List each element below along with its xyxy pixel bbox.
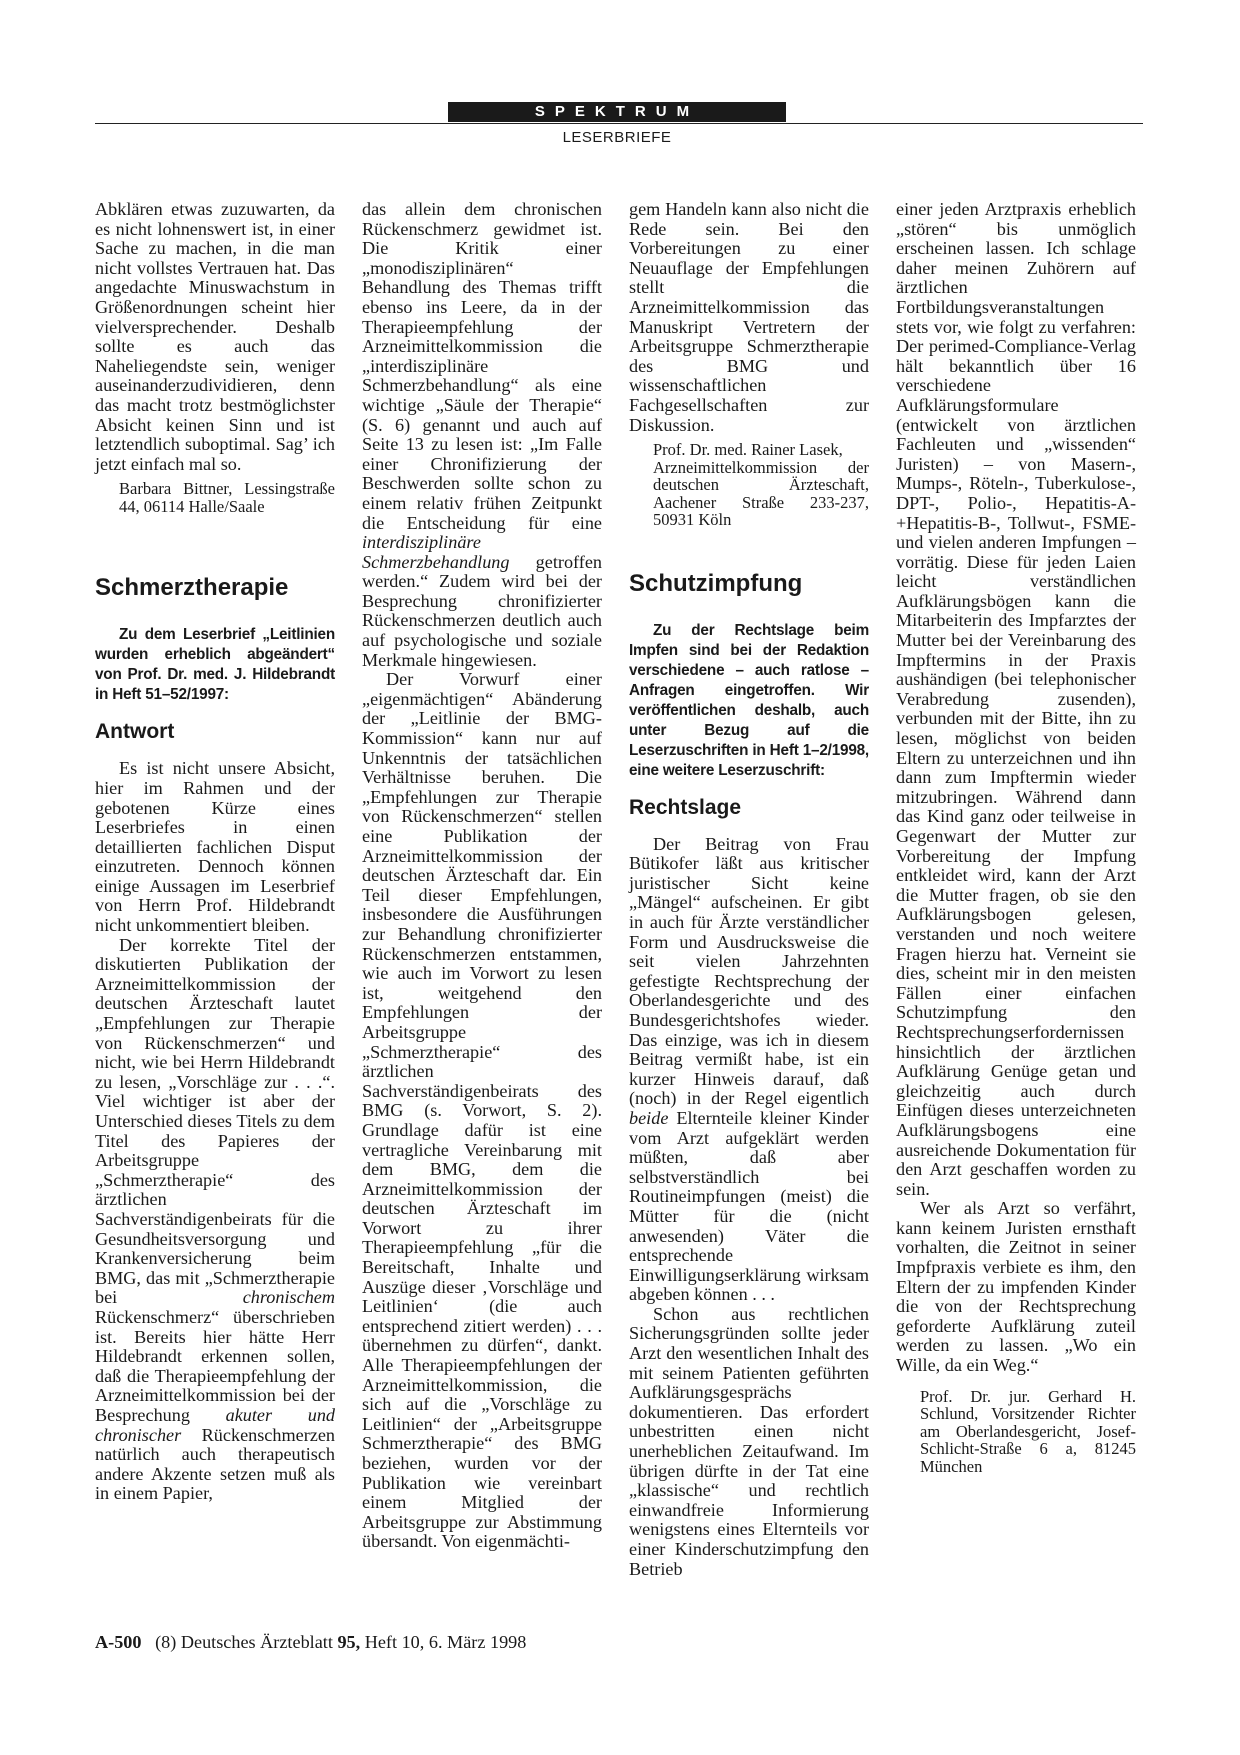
heading-schmerztherapie: Schmerztherapie xyxy=(95,574,289,602)
letter-continuation-text: Abklären etwas zuzuwarten, da es nicht lohnenswert ist, in einer Sache zu machen, in die man nicht vollstes Vertrauen hat. Das angedachte Minuswachstum in Größenordnungen scheint hier vielversprechender. Deshalb sollte es auch das Naheliegendste sein, weniger auseinanderzudividieren, denn das macht trotz bestmöglichster Absicht keinen Sinn und ist letztendlich suboptimal. Sag’ ich jetzt einfach mal so. xyxy=(95,199,335,474)
journal-volume: 95, xyxy=(337,1632,361,1652)
body-paragraph: Wer als Arzt so verfährt, kann keinem Juristen ernsthaft vorhalten, die Zeitnot in seiner Impfpraxis verbiete es ihm, den Eltern der zu impfenden Kinder die von der Rechtsprechung geforderte Aufklärung zuteil werden zu lassen. „Wo ein Wille, da ein Weg.“ xyxy=(896,1198,1136,1376)
column-1 xyxy=(95,200,335,1504)
signature-line: Arzneimittelkommission der deutschen Ärzteschaft, Aachener Straße 233-237, 50931 Köln xyxy=(653,457,869,530)
signature-line: Barbara Bittner, Lessingstraße 44, 06114 Halle/Saale xyxy=(119,479,335,516)
body-paragraph: gem Handeln kann also nicht die Rede sein. Bei den Vorbereitungen zu einer Neuauflage der Empfehlungen stellt die Arzneimittelkommission das Manuskript Vertretern der Arbeitsgruppe Schmerztherapie des BMG und wissenschaftlichen Fachgesellschaften zur Diskussion. xyxy=(629,199,869,435)
heading-schutzimpfung: Schutzimpfung xyxy=(629,569,803,597)
body-paragraph: das allein dem chronischen Rückenschmerz gewidmet ist. Die Kritik einer „monodisziplinären“ Behandlung des Themas trifft ebenso ins Leere, da in der Therapieempfehlung der Arzneimittelkommission die „interdisziplinäre Schmerzbehandlung“ als eine wichtige „Säule der Therapie“ (S. 6) genannt und auch auf Seite 13 zu lesen ist: „Im Falle einer Chronifizierung der Beschwerden sollte schon zu einem relativ frühen Zeitpunkt die Entscheidung für eine interdisziplinäre Schmerzbehandlung getroffen werden.“ Zudem wird bei der Besprechung chronifizierter Rückenschmerzen deutlich auch auf psychologische und soziale Merkmale hingewiesen. xyxy=(362,199,602,670)
lead-text-schutzimpfung: Zu der Rechtslage beim Impfen sind bei der Redaktion verschiedene – auch ratlose – Anfragen eingetroffen. Wir veröffentlichen deshalb, auch unter Bezug auf die Leserzuschriften in Heft 1–2/1998, eine weitere Leserzuschrift: xyxy=(629,621,869,779)
section-subtitle: LESERBRIEFE xyxy=(562,129,672,146)
letter-signature-schlund xyxy=(920,1388,1136,1476)
signature-line: Prof. Dr. med. Rainer Lasek, xyxy=(653,440,843,460)
body-paragraph: Der korrekte Titel der diskutierten Publikation der Arzneimittelkommission der deutschen Ärzteschaft lautet „Empfehlungen zur Therapie von Rückenschmerzen“ und nicht, wie bei Herrn Hildebrandt zu lesen, „Vorschläge zur . . .“. Viel wichtiger ist aber der Unterschied dieses Titels zu dem Titel des Papieres der Arbeitsgruppe „Schmerztherapie“ des ärztlichen Sachverständigenbeirats für die Gesundheitsversorgung und Krankenversicherung beim BMG, das mit „Schmerztherapie bei chronischem Rückenschmerz“ überschrieben ist. Bereits hier hätte Herr Hildebrandt erkennen sollen, daß die Therapieempfehlung der Arzneimittelkommission bei der Besprechung akuter und chronischer Rückenschmerzen natürlich auch therapeutisch andere Akzente setzen muß als in einem Papier, xyxy=(95,934,336,1504)
section-banner: SPEKTRUM xyxy=(448,102,786,122)
lead-text-schmerztherapie: Zu dem Leserbrief „Leitlinien wurden erheblich abgeändert“ von Prof. Dr. med. J. Hildebrandt in Heft 51–52/1997: xyxy=(95,626,335,704)
body-paragraph: Es ist nicht unsere Absicht, hier im Rahmen und der gebotenen Kürze eines Leserbriefes in einen detaillierten fachlichen Disput einzutreten. Dennoch können einige Aussagen im Leserbrief von Herrn Prof. Hildebrandt nicht unkommentiert bleiben. xyxy=(95,758,335,936)
body-paragraph: einer jeden Arztpraxis erheblich „stören“ bis unmöglich erscheinen lassen. Ich schlage daher meinen Zuhörern auf ärztlichen Fortbildungsveranstaltungen stets vor, wie folgt zu verfahren: Der perimed-Compliance-Verlag hält bekanntlich über 16 verschiedene Aufklärungsformulare (entwickelt von ärztlichen Fachleuten und „wissenden“ Juristen) – von Masern-, Mumps-, Röteln-, Tuberkulose-, DPT-, Polio-, Hepatitis-A-+Hepatitis-B-, Tollwut-, FSME- und vielen anderen Impfungen – vorrätig. Diese für jeden Laien leicht verständlichen Aufklärungsbögen kann die Mitarbeiterin des Impfarztes der Mutter bei der Vereinbarung des Impftermins in der Praxis aushändigen (bei telephonischer Verabredung zusenden), verbunden mit der Bitte, ihn zu lesen, möglichst von beiden Eltern zu unterzeichnen und ihn dann zum Impftermin wieder mitzubringen. Während dann das Kind ganz oder teilweise in Gegenwart der Mutter zur Vorbereitung der Impfung entkleidet wird, kann der Arzt die Mutter fragen, ob sie den Aufklärungsbogen gelesen, verstanden und noch weitere Fragen hierzu hat. Verneint sie dies, scheint mir in den meisten Fällen einer einfachen Schutzimpfung den Rechtsprechungserfordernissen hinsichtlich der ärztlichen Aufklärung Genüge getan und gleichzeitig auch durch Einfügen dieses unterzeichneten Aufklärungsbogens eine ausreichende Dokumentation für den Arzt geschaffen worden zu sein. xyxy=(896,199,1136,1199)
column-2 xyxy=(362,200,602,1552)
column-3 xyxy=(629,200,869,1579)
page-number: A-500 xyxy=(95,1632,142,1652)
journal-citation: (8) Deutsches Ärzteblatt xyxy=(155,1632,338,1652)
body-paragraph: Schon aus rechtlichen Sicherungsgründen sollte jeder Arzt den wesentlichen Inhalt des mit seinem Patienten geführten Aufklärungsgesprächs dokumentieren. Das erfordert unbestritten einen nicht unerheblichen Zeitaufwand. Im übrigen dürfte in der Tat eine „klassische“ und rechtlich einwandfreie Informierung wenigstens eines Elternteils vor einer Kinderschutzimpfung den Betrieb xyxy=(629,1303,869,1579)
body-paragraph: Der Vorwurf einer „eigenmächtigen“ Abänderung der „Leitlinie der BMG-Kommission“ kann nur auf Unkenntnis der tatsächlichen Verhältnisse beruhen. Die „Empfehlungen zur Therapie von Rückenschmerzen“ stellen eine Publikation der Arzneimittelkommission der deutschen Ärzteschaft dar. Ein Teil dieser Empfehlungen, insbesondere die Ausführungen zur Behandlung chronifizierter Rückenschmerzen entstammen, wie auch im Vorwort zu lesen ist, weitgehend den Empfehlungen der Arbeitsgruppe „Schmerztherapie“ des ärztlichen Sachverständigenbeirats des BMG (s. Vorwort, S. 2). Grundlage dafür ist eine vertragliche Vereinbarung mit dem BMG, dem die Arzneimittelkommission der deutschen Ärzteschaft im Vorwort zu ihrer Therapieempfehlung „für die Bereitschaft, Inhalte und Auszüge dieser ‚Vorschläge und Leitlinien‘ (die auch entsprechend zitiert werden) . . . übernehmen zu dürfen“, dankt. Alle Therapieempfehlungen der Arzneimittelkommission, die sich auf die „Vorschläge zu Leitlinien“ der „Arbeitsgruppe Schmerztherapie“ des BMG beziehen, wurden vor der Publikation wie vereinbart einem Mitglied der Arbeitsgruppe zur Abstimmung übersandt. Von eigenmächti- xyxy=(362,669,602,1552)
subheading-rechtslage: Rechtslage xyxy=(629,795,742,819)
body-paragraph: Der Beitrag von Frau Bütikofer läßt aus kritischer juristischer Sicht keine „Mängel“ aufscheinen. Er gibt in auch für Ärzte verständlicher Form und Ausdrucksweise die seit vielen Jahrzehnten gefestigte Rechtsprechung der Oberlandesgerichte und des Bundesgerichtshofes wieder. Das einzige, was ich in diesem Beitrag vermißt habe, ist ein kurzer Hinweis darauf, daß (noch) in der Regel eigentlich beide Elternteile kleiner Kinder vom Arzt aufgeklärt werden müßten, daß aber selbstverständlich bei Routineimpfungen (meist) die Mütter für die (nicht anwesenden) Väter die entsprechende Einwilligungserklärung wirksam abgeben können . . . xyxy=(629,833,869,1305)
header-rule xyxy=(95,123,1143,124)
journal-issue: Heft 10, 6. März 1998 xyxy=(360,1632,527,1652)
letter-signature-lasek xyxy=(653,441,869,529)
column-4 xyxy=(896,200,1136,1475)
signature-line: Prof. Dr. jur. Gerhard H. Schlund, Vorsitzender Richter am Oberlandesgericht, Josef-Schlicht-Straße 6 a, 81245 München xyxy=(920,1386,1136,1476)
subheading-antwort: Antwort xyxy=(95,720,175,744)
page-footer xyxy=(95,1632,526,1653)
letter-signature-bittner xyxy=(119,480,335,515)
